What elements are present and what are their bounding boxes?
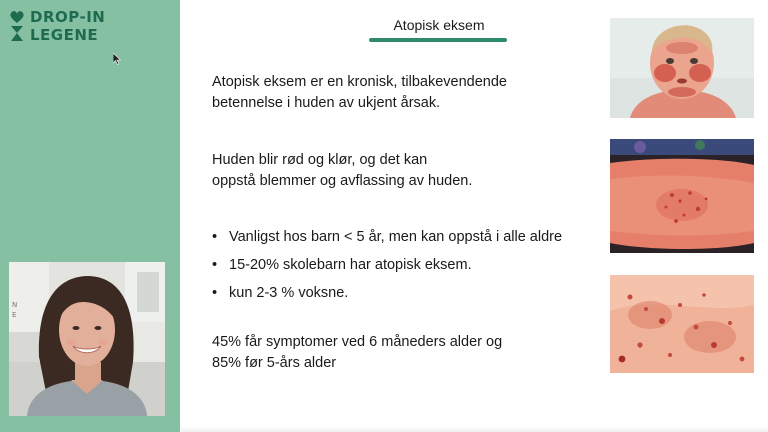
intro-paragraph [212,72,507,114]
title-underline [369,38,507,42]
onset-line-2: 85% før 5-års alder [212,355,337,371]
onset-line-1: 45% får symptomer ved 6 måneders alder og [212,334,503,350]
svg-text:N: N [12,301,18,309]
presenter-webcam [9,262,165,416]
svg-text:E: E [12,311,17,319]
onset-paragraph [212,332,502,374]
bullet-item: • 15-20% skolebarn har atopisk eksem. [212,255,562,283]
eczema-closeup-photo [610,275,754,373]
symptoms-line-1: Huden blir rød og klør, og det kan [212,152,428,168]
bullet-item: • kun 2-3 % voksne. [212,283,562,311]
brand-line-1: DROP-IN [30,8,106,26]
mouse-cursor-icon [113,53,121,65]
eczema-baby-photo [610,18,754,118]
presentation-slide [181,0,768,432]
heart-hourglass-icon [9,10,25,42]
symptoms-line-2: oppstå blemmer og avflassing av huden. [212,173,473,189]
brand-logo [9,7,129,47]
slide-title: Atopisk eksem [393,17,485,33]
eczema-arm-photo [610,139,754,253]
bullet-item: • Vanligst hos barn < 5 år, men kan oppstå i alle aldre [212,227,562,255]
brand-line-2: LEGENE [30,26,99,44]
intro-line-1: Atopisk eksem er en kronisk, tilbakevendende [212,74,507,90]
intro-line-2: betennelse i huden av ukjent årsak. [212,95,441,111]
prevalence-bullet-list [212,227,562,311]
symptoms-paragraph [212,150,472,192]
bottom-edge [181,426,768,432]
sidebar [0,0,180,432]
